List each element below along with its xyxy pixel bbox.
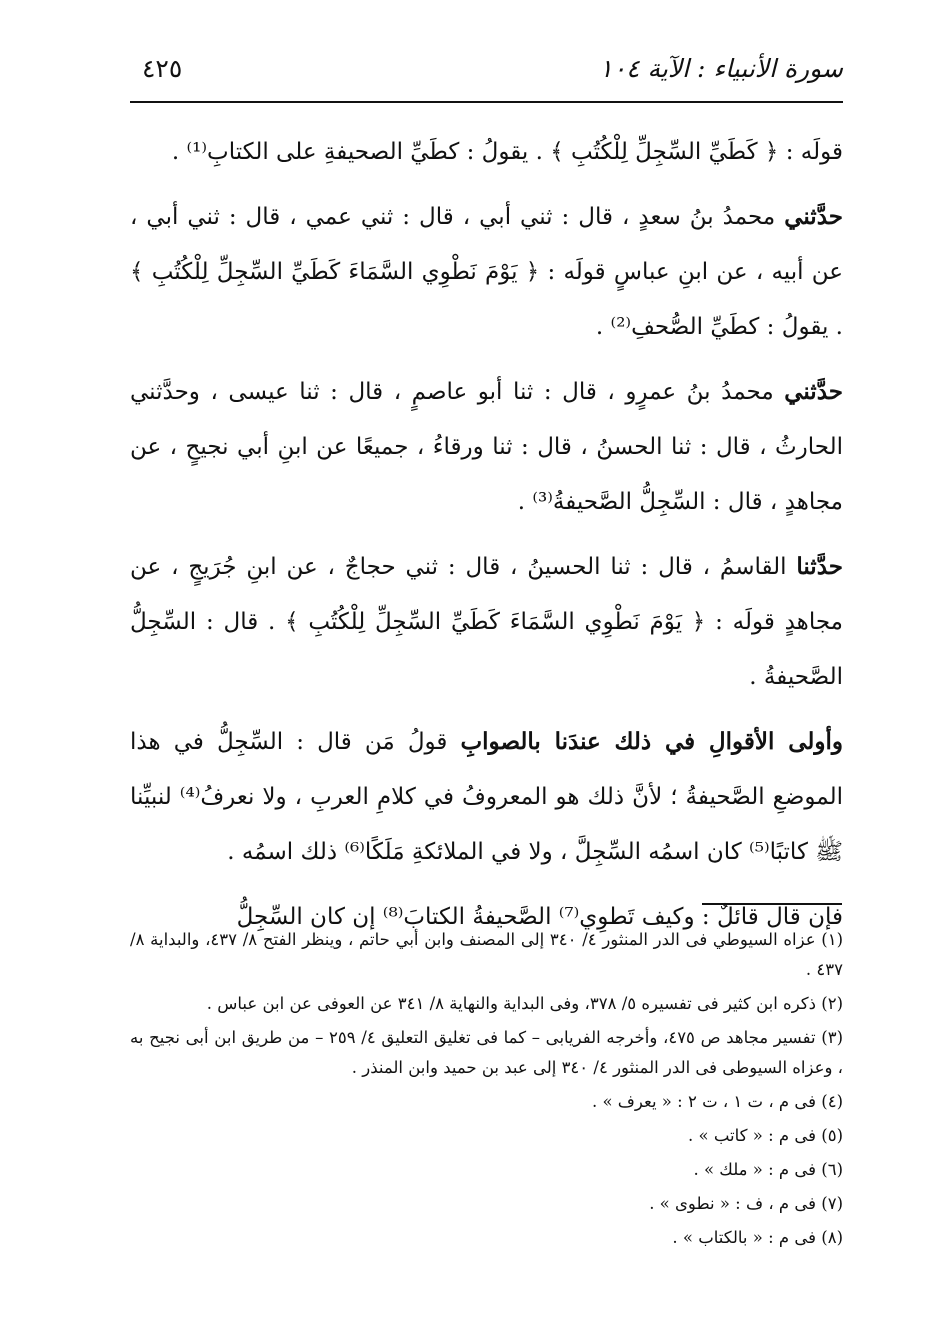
paragraph-4 — [130, 539, 843, 705]
footnote-5: (٥) فى م : « كاتب » . — [688, 1126, 843, 1145]
paragraph-text: قولَه : ﴿ كَطَيِّ السِّجِلِّ لِلْكُتُبِ ﴾ . يقولُ : كطَيِّ الصحيفةِ على الكتابِ⁽¹⁾ . — [171, 139, 843, 165]
paragraph-text: القاسمُ ، قال : ثنا الحسينُ ، قال : ثني حجاجٌ ، عن ابنِ جُرَيجٍ ، عن مجاهدٍ قولَه : ﴿ يَوْمَ نَطْوِي السَّمَاءَ كَطَيِّ السِّجِلِّ لِلْكُتُبِ ﴾ . قال : السِّجِلُّ الصَّحيفةُ . — [130, 554, 843, 690]
footnote-3: (٣) تفسير مجاهد ص ٤٧٥، وأخرجه الفريابى – كما فى تغليق التعليق ٤/ ٢٥٩ – من طريق ابن أبى نجيح به ، وعزاه السيوطى فى الدر المنثور ٤/ ٣٤٠ إلى عبد بن حميد وابن المنذر . — [130, 1028, 843, 1077]
footnotes — [130, 925, 843, 1257]
footnote-7: (٧) فى م ، ف : « نطوى » . — [649, 1194, 843, 1213]
footnote-2: (٢) ذكره ابن كثير فى تفسيره ٥/ ٣٧٨، وفى البداية والنهاية ٨/ ٣٤١ عن العوفى عن ابن عباس . — [206, 994, 843, 1013]
page-header — [130, 52, 843, 98]
paragraph-lead: حدَّثني — [784, 203, 843, 230]
paragraph-3 — [130, 364, 843, 530]
page-number: ٤٢٥ — [142, 54, 183, 83]
paragraph-1 — [130, 124, 843, 180]
footnote-6: (٦) فى م : « ملك » . — [693, 1160, 843, 1179]
paragraph-text: فإن قال قائلٌ : وكيف تَطوِي⁽⁷⁾ الصَّحيفةُ الكتابَ⁽⁸⁾ إن كان السِّجِلُّ — [236, 904, 843, 930]
header-divider — [130, 101, 843, 103]
footnote-1: (١) عزاه السيوطي فى الدر المنثور ٤/ ٣٤٠ إلى المصنف وابن أبي حاتم ، وينظر الفتح ٨/ ٤٣٧، والبداية ٨/ ٤٣٧ . — [130, 930, 843, 979]
paragraph-text: محمدُ بنُ عمرٍو ، قال : ثنا أبو عاصمٍ ، قال : ثنا عيسى ، وحدَّثني الحارثُ ، قال : ثنا الحسنُ ، قال : ثنا ورقاءُ ، جميعًا عن ابنِ أبي نجيحٍ ، عن مجاهدٍ ، قال : السِّجِلُّ الصَّحيفةُ⁽³⁾ . — [130, 379, 843, 515]
paragraph-5 — [130, 714, 843, 880]
paragraph-text: قولُ مَن قال : السِّجِلُّ في هذا الموضعِ الصَّحيفةُ ؛ لأنَّ ذلك هو المعروفُ في كلامِ العربِ ، ولا نعرفُ⁽⁴⁾ لنبيِّنا ﷺ كاتبًا⁽⁵⁾ كان اسمُه السِّجِلَّ ، ولا في الملائكةِ مَلَكًا⁽⁶⁾ ذلك اسمُه . — [130, 729, 843, 865]
paragraph-lead: حدَّثنا — [796, 553, 843, 580]
footnote-divider — [702, 903, 842, 905]
paragraph-lead: وأولى الأقوالِ في ذلك عندَنا بالصوابِ — [460, 728, 843, 755]
paragraph-lead: حدَّثني — [784, 378, 843, 405]
paragraph-2 — [130, 189, 843, 355]
running-title: سورة الأنبياء : الآية ١٠٤ — [599, 54, 843, 83]
main-text — [130, 124, 843, 954]
footnote-8: (٨) فى م : « بالكتاب » . — [672, 1228, 843, 1247]
paragraph-text: محمدُ بنُ سعدٍ ، قال : ثني أبي ، قال : ثني عمي ، قال : ثني أبي ، عن أبيه ، عن ابنِ عباسٍ قولَه : ﴿ يَوْمَ نَطْوِي السَّمَاءَ كَطَيِّ السِّجِلِّ لِلْكُتُبِ ﴾ . يقولُ : كطَيِّ الصُّحفِ⁽²⁾ . — [130, 204, 843, 340]
footnote-4: (٤) فى م ، ت ١ ، ت ٢ : « يعرف » . — [591, 1092, 843, 1111]
